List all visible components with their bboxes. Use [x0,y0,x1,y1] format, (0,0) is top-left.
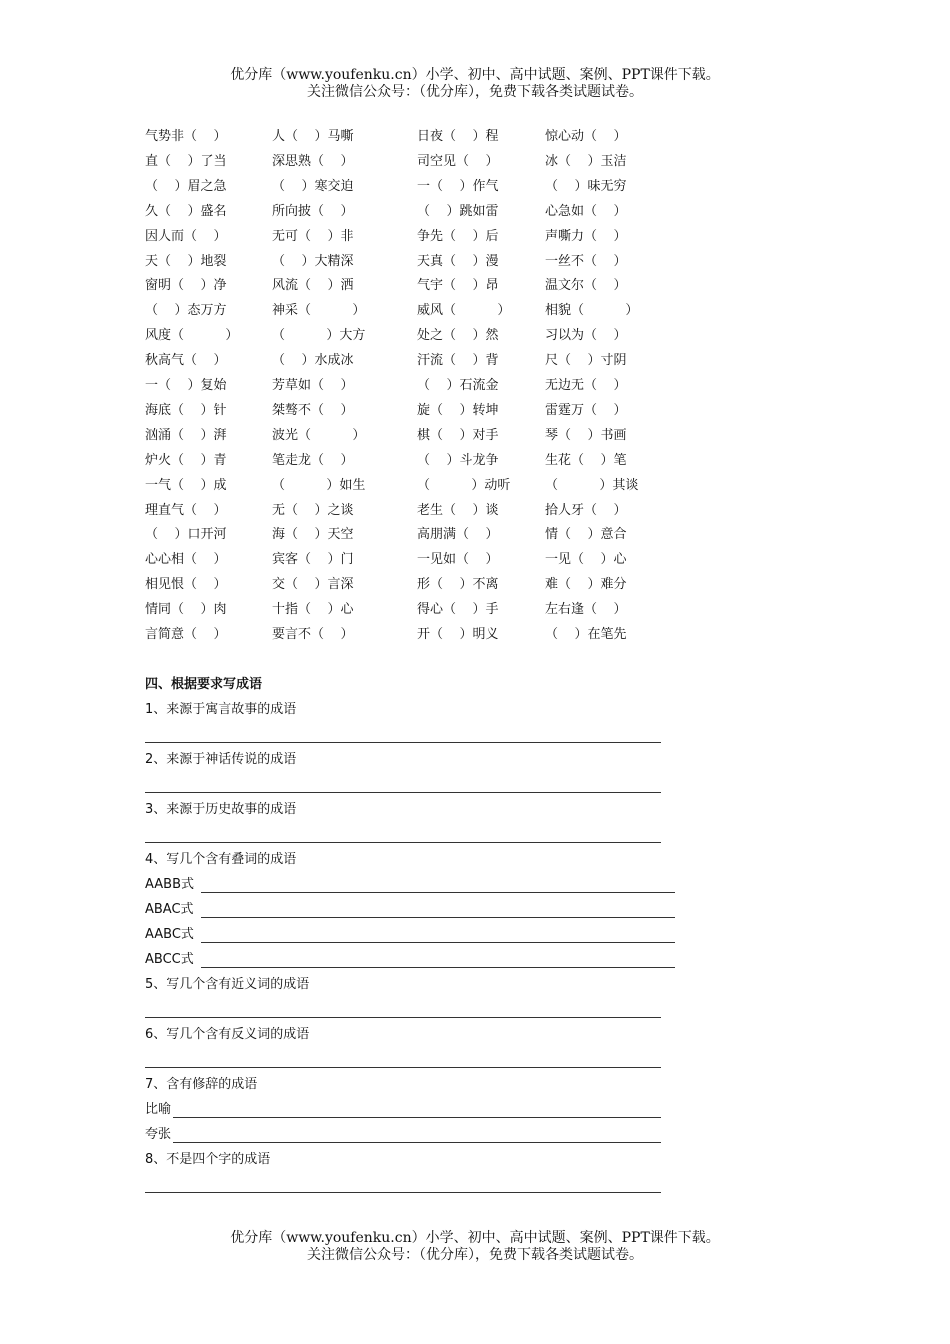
idiom-row [0,326,950,351]
answer-line-metaphor[interactable] [145,1100,705,1125]
question-8: 8、不是四个字的成语 [145,1152,271,1167]
idiom-blank[interactable]: （ ）态万方 [145,303,227,319]
idiom-blank[interactable]: （ ）大方 [272,328,366,344]
idiom-blank[interactable]: 神采（ ） [272,303,366,319]
idiom-blank[interactable]: 相见恨（ ） [145,577,227,593]
idiom-blank[interactable]: 生花（ ）笔 [545,452,627,468]
idiom-blank[interactable]: 情同（ ）肉 [145,602,227,618]
idiom-blank[interactable]: 言简意（ ） [145,627,227,642]
page-header [0,67,950,101]
idiom-blank[interactable]: 拾人牙（ ） [545,502,627,518]
idiom-blank[interactable]: （ ）其谈 [545,477,639,493]
answer-line-aabb[interactable] [145,875,705,900]
idiom-blank[interactable]: 气宇（ ）昂 [417,278,499,294]
idiom-blank[interactable]: 一丝不（ ） [545,253,627,269]
idiom-blank[interactable]: 海（ ）天空 [272,527,354,543]
answer-line-abac[interactable] [145,900,705,925]
idiom-blank[interactable]: 窗明（ ）净 [145,278,227,294]
answer-line-aabc[interactable] [145,925,705,950]
idiom-blank[interactable]: 一（ ）作气 [417,178,499,194]
idiom-blank[interactable]: 冰（ ）玉洁 [545,153,627,169]
idiom-blank[interactable]: 相貌（ ） [545,303,639,319]
idiom-row [0,426,950,451]
idiom-blank[interactable]: （ ）水成冰 [272,353,354,369]
answer-line-3[interactable] [145,825,705,850]
idiom-blank[interactable]: 尺（ ）寸阴 [545,353,627,369]
question-5: 5、写几个含有近义词的成语 [145,977,310,992]
idiom-blank[interactable]: 理直气（ ） [145,502,227,518]
idiom-blank[interactable]: 声嘶力（ ） [545,228,627,244]
header-line-1: 优分库（www.youfenku.cn）小学、初中、高中试题、案例、PPT课件下载。 [230,67,720,83]
idiom-blank[interactable]: 情（ ）意合 [545,527,627,543]
idiom-blank[interactable]: （ ）味无穷 [545,178,627,194]
idiom-blank[interactable]: 老生（ ）谈 [417,502,499,518]
question-4: 4、写几个含有叠词的成语 [145,852,297,867]
idiom-blank[interactable]: 一气（ ）成 [145,477,227,493]
answer-line-2[interactable] [145,775,705,800]
pattern-label-abcc: ABCC式 [145,952,194,967]
idiom-blank[interactable]: 久（ ）盛名 [145,203,227,219]
idiom-blank[interactable]: 汹涌（ ）湃 [145,427,227,443]
footer-line-2: 关注微信公众号：（优分库），免费下载各类试题试卷。 [307,1247,643,1263]
pattern-label-abac: ABAC式 [145,902,194,917]
idiom-blank[interactable]: 要言不（ ） [272,627,354,642]
idiom-blank[interactable]: 棋（ ）对手 [417,427,499,443]
header-line-2: 关注微信公众号：（优分库），免费下载各类试题试卷。 [307,84,643,100]
idiom-blank[interactable]: 交（ ）言深 [272,577,354,593]
idiom-blank[interactable]: 司空见（ ） [417,153,499,169]
idiom-blank[interactable]: 笔走龙（ ） [272,452,354,468]
pattern-label-aabb: AABB式 [145,877,194,892]
idiom-row [0,202,950,227]
rhetoric-label-metaphor: 比喻 [145,1102,172,1117]
idiom-blank[interactable]: 十指（ ）心 [272,602,354,618]
idiom-blank[interactable]: 风流（ ）洒 [272,278,354,294]
idiom-row [0,625,950,650]
idiom-blank[interactable]: （ ）跳如雷 [417,203,499,219]
idiom-blank[interactable]: 形（ ）不离 [417,577,499,593]
idiom-blank[interactable]: 海底（ ）针 [145,402,227,418]
answer-line-6[interactable] [145,1050,705,1075]
idiom-row [0,575,950,600]
idiom-row [0,501,950,526]
idiom-row [0,301,950,326]
idiom-row [0,600,950,625]
idiom-blank[interactable]: 无边无（ ） [545,378,627,393]
section-4 [145,675,705,1200]
idiom-blank[interactable]: 气势非（ ） [145,129,227,144]
idiom-blank[interactable]: 心心相（ ） [145,552,227,568]
idiom-row [0,152,950,177]
idiom-row [0,451,950,476]
idiom-blank[interactable]: 风度（ ） [145,328,239,344]
idiom-blank[interactable]: 无（ ）之谈 [272,502,354,518]
idiom-blank[interactable]: 一（ ）复始 [145,378,227,393]
question-1: 1、来源于寓言故事的成语 [145,702,297,717]
idiom-blank[interactable]: （ ）口开河 [145,527,227,543]
answer-line-hyperbole[interactable] [145,1125,705,1150]
answer-line-5[interactable] [145,1000,705,1025]
idiom-blank[interactable]: 因人而（ ） [145,228,227,244]
idiom-row [0,525,950,550]
question-3: 3、来源于历史故事的成语 [145,802,297,817]
rhetoric-label-hyperbole: 夸张 [145,1127,172,1142]
idiom-blank[interactable]: （ ）寒交迫 [272,178,354,194]
idiom-blank[interactable]: 芳草如（ ） [272,378,354,393]
idiom-blank[interactable]: 旋（ ）转坤 [417,402,499,418]
idiom-row [0,476,950,501]
idiom-row [0,376,950,401]
idiom-row [0,127,950,152]
idiom-blank[interactable]: 一见（ ）心 [545,552,627,568]
idiom-blank[interactable]: 琴（ ）书画 [545,427,627,443]
idiom-row [0,550,950,575]
idiom-blank[interactable]: （ ）在笔先 [545,627,627,642]
footer-line-1: 优分库（www.youfenku.cn）小学、初中、高中试题、案例、PPT课件下载。 [230,1230,720,1246]
idiom-blank[interactable]: 左右逢（ ） [545,602,627,618]
page-footer [0,1230,950,1264]
idiom-blank[interactable]: 炉火（ ）青 [145,452,227,468]
idiom-blank[interactable]: 日夜（ ）程 [417,129,499,144]
idiom-row [0,401,950,426]
idiom-blank[interactable]: 汗流（ ）背 [417,353,499,369]
question-6: 6、写几个含有反义词的成语 [145,1027,310,1042]
idiom-row [0,252,950,277]
idiom-blank[interactable]: 天真（ ）漫 [417,253,499,269]
idiom-blank[interactable]: 人（ ）马嘶 [272,129,354,144]
idiom-blank[interactable]: 桀骜不（ ） [272,402,354,418]
idiom-blank[interactable]: （ ）石流金 [417,378,499,393]
answer-line-1[interactable] [145,725,705,750]
idiom-blank[interactable]: 习以为（ ） [545,328,627,344]
idiom-blank[interactable]: 得心（ ）手 [417,602,499,618]
question-2: 2、来源于神话传说的成语 [145,752,297,767]
answer-line-8[interactable] [145,1175,705,1200]
idiom-blank[interactable]: 难（ ）难分 [545,577,627,593]
idiom-blank[interactable]: 处之（ ）然 [417,328,499,344]
idiom-blank[interactable]: （ ）眉之急 [145,178,227,194]
idiom-blank[interactable]: 秋高气（ ） [145,353,227,369]
answer-line-abcc[interactable] [145,950,705,975]
idiom-blank[interactable]: 天（ ）地裂 [145,253,227,269]
section-4-title: 四、根据要求写成语 [145,677,263,692]
idiom-blank[interactable]: （ ）大精深 [272,253,354,269]
idiom-row [0,351,950,376]
idiom-blank[interactable]: 温文尔（ ） [545,278,627,294]
idiom-row [0,227,950,252]
idiom-blank[interactable]: 心急如（ ） [545,203,627,219]
idiom-blank[interactable]: 所向披（ ） [272,203,354,219]
idiom-blank[interactable]: 宾客（ ）门 [272,552,354,568]
idiom-blank[interactable]: （ ）动听 [417,477,511,493]
idiom-blank[interactable]: （ ）如生 [272,477,366,493]
idiom-blank[interactable]: 惊心动（ ） [545,129,627,144]
idiom-blank[interactable]: 波光（ ） [272,427,366,443]
idiom-blank[interactable]: 雷霆万（ ） [545,402,627,418]
idiom-blank[interactable]: 开（ ）明义 [417,627,499,642]
idiom-blank[interactable]: （ ）斗龙争 [417,452,499,468]
idiom-blank[interactable]: 深思熟（ ） [272,153,354,169]
question-7: 7、含有修辞的成语 [145,1077,258,1092]
idiom-row [0,177,950,202]
idiom-blank[interactable]: 高朋满（ ） [417,527,499,543]
idiom-blank[interactable]: 无可（ ）非 [272,228,354,244]
idiom-blank[interactable]: 威风（ ） [417,303,511,319]
idiom-blank[interactable]: 一见如（ ） [417,552,499,568]
pattern-label-aabc: AABC式 [145,927,194,942]
idiom-blank[interactable]: 直（ ）了当 [145,153,227,169]
idiom-row [0,276,950,301]
idiom-blank[interactable]: 争先（ ）后 [417,228,499,244]
